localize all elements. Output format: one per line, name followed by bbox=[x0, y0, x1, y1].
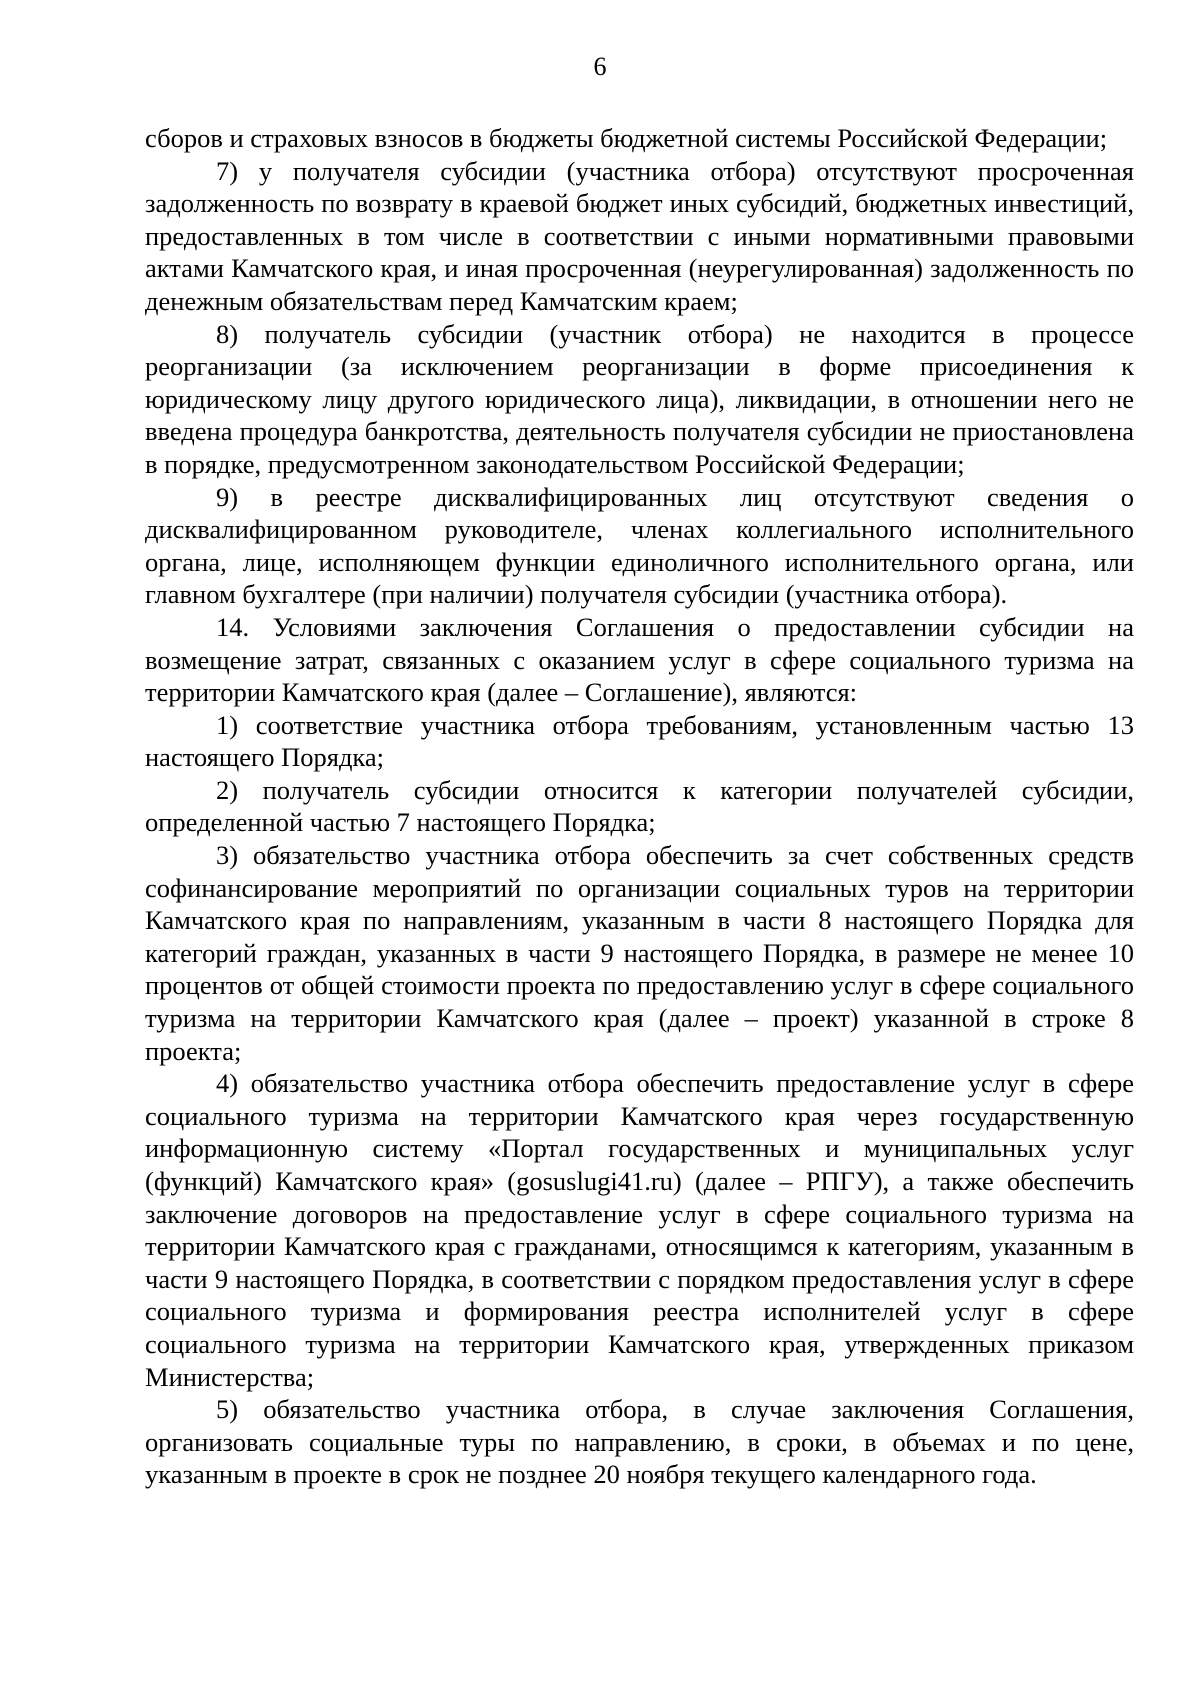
paragraph-condition-2: 2) получатель субсидии относится к категории получателей субсидии, определенной частью 7 настоящего Порядка; bbox=[145, 774, 1134, 838]
page-number: 6 bbox=[593, 52, 607, 81]
paragraph-item-9: 9) в реестре дисквалифицированных лиц отсутствуют сведения о дисквалифицированном руководителе, членах коллегиального исполнительного органа, лице, исполняющем функции единоличного исполнительного органа, или главном бухгалтере (при наличии) получателя субсидии (участника отбора). bbox=[145, 481, 1134, 610]
paragraph-condition-5: 5) обязательство участника отбора, в случае заключения Соглашения, организовать социальные туры по направлению, в сроки, в объемах и по цене, указанным в проекте в срок не позднее 20 ноября текущего календарного года. bbox=[145, 1394, 1134, 1490]
paragraph-item-8: 8) получатель субсидии (участник отбора) не находится в процессе реорганизации (за исключением реорганизации в форме присоединения к юридическому лицу другого юридического лица), ликвидации, в отношении него не введена процедура банкротства, деятельность получателя субсидии не приостановлена в порядке, предусмотренном законодательством Российской Федерации; bbox=[145, 318, 1134, 479]
paragraph-condition-4: 4) обязательство участника отбора обеспечить предоставление услуг в сфере социального туризма на территории Камчатского края через государственную информационную систему «Портал государственных и муниципальных услуг (функций) Камчатского края» (gosuslugi41.ru) (далее – РПГУ), а также обеспечить заключение договоров на предоставление услуг в сфере социального туризма на территории Камчатского края с гражданами, относящимся к категориям, указанным в части 9 настоящего Порядка, в соответствии с порядком предоставления услуг в сфере социального туризма и формирования реестра исполнителей услуг в сфере социального туризма на территории Камчатского края, утвержденных приказом Министерства; bbox=[145, 1068, 1134, 1392]
paragraph-condition-1: 1) соответствие участника отбора требованиям, установленным частью 13 настоящего Порядка; bbox=[145, 709, 1134, 773]
document-body bbox=[145, 122, 1134, 1491]
paragraph-condition-3: 3) обязательство участника отбора обеспечить за счет собственных средств софинансирование мероприятий по организации социальных туров на территории Камчатского края по направлениям, указанным в части 8 настоящего Порядка для категорий граждан, указанных в части 9 настоящего Порядка, в размере не менее 10 процентов от общей стоимости проекта по предоставлению услуг в сфере социального туризма на территории Камчатского края (далее – проект) указанной в строке 8 проекта; bbox=[145, 840, 1134, 1066]
paragraph-continuation: сборов и страховых взносов в бюджеты бюджетной системы Российской Федерации; bbox=[145, 123, 1108, 153]
paragraph-section-14: 14. Условиями заключения Соглашения о предоставлении субсидии на возмещение затрат, связанных с оказанием услуг в сфере социального туризма на территории Камчатского края (далее – Соглашение), являются: bbox=[145, 611, 1134, 708]
paragraph-item-7: 7) у получателя субсидии (участника отбора) отсутствуют просроченная задолженность по возврату в краевой бюджет иных субсидий, бюджетных инвестиций, предоставленных в том числе в соответствии с иными нормативными правовыми актами Камчатского края, и иная просроченная (неурегулированная) задолженность по денежным обязательствам перед Камчатским краем; bbox=[145, 155, 1134, 316]
